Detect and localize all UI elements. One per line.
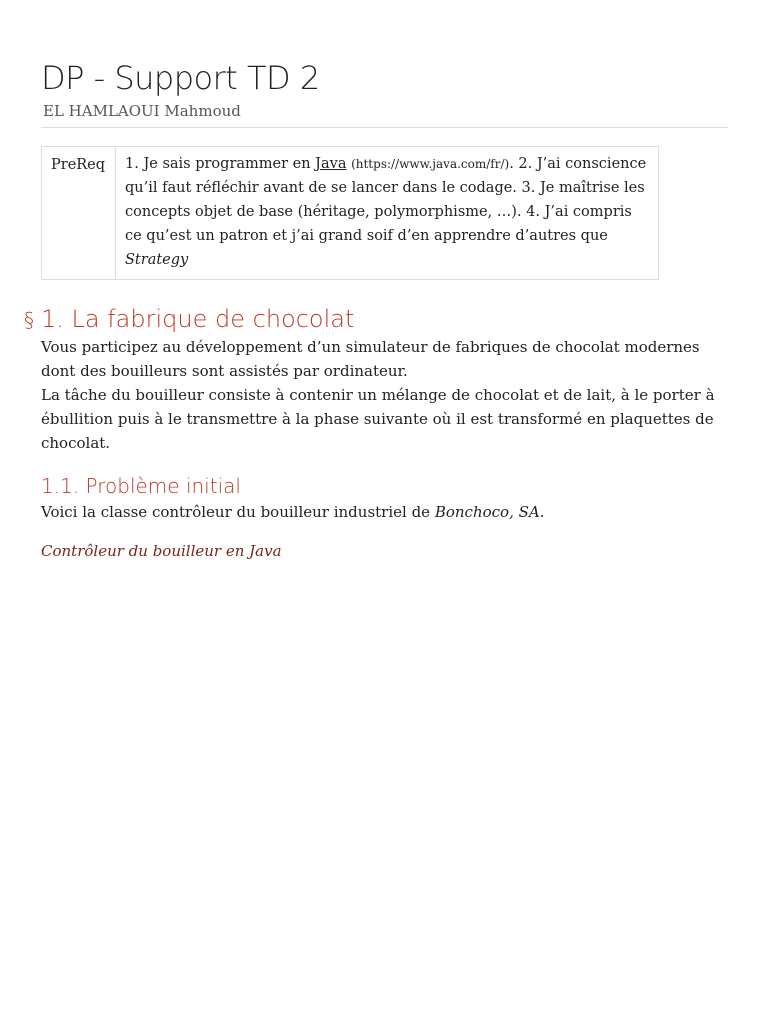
document-title: DP - Support TD 2 (41, 59, 320, 97)
subsection-title: 1.1. Problème initial (41, 474, 241, 498)
prereq-emphasis: Strategy (125, 252, 189, 268)
prereq-table (41, 146, 659, 280)
document-author: EL HAMLAOUI Mahmoud (41, 101, 728, 128)
company-name: Bonchoco, SA (434, 503, 540, 521)
code-listing-caption: Contrôleur du bouilleur en Java (41, 542, 282, 560)
paragraph-class-intro (41, 500, 728, 524)
paragraph-intro: Vous participez au développement d’un simulateur de fabriques de chocolat modernes dont des bouilleurs sont assistés par ordinateur. (41, 338, 700, 380)
java-link-url: (https://www.java.com/fr/) (351, 157, 510, 171)
java-link[interactable]: Java (315, 156, 347, 172)
section-anchor-link[interactable]: § (24, 308, 34, 332)
prereq-label: PreReq (42, 147, 116, 280)
section-heading (24, 303, 728, 335)
section-title: 1. La fabrique de chocolat (41, 305, 355, 333)
paragraph-task: La tâche du bouilleur consiste à contenir un mélange de chocolat et de lait, à le porter à ébullition puis à le transmettre à la phase suivante où il est transformé en plaquettes de chocolat. (41, 386, 715, 452)
class-intro-text: Voici la classe contrôleur du bouilleur industriel de (41, 503, 435, 521)
class-intro-end: . (539, 503, 545, 521)
prereq-content (116, 147, 659, 280)
prereq-text-part-2: . 2. J’ai conscience qu’il faut réfléchir avant de se lancer dans le codage. 3. Je maîtrise les concepts objet de base (héritage, polymorphisme, …). 4. J’ai compris ce qu’est un patron et j’ai grand soif d’en apprendre d’autres que (125, 156, 647, 244)
table-row (42, 147, 659, 280)
prereq-text-part-1: 1. Je sais programmer en (125, 156, 316, 172)
document-page (24, 56, 728, 563)
